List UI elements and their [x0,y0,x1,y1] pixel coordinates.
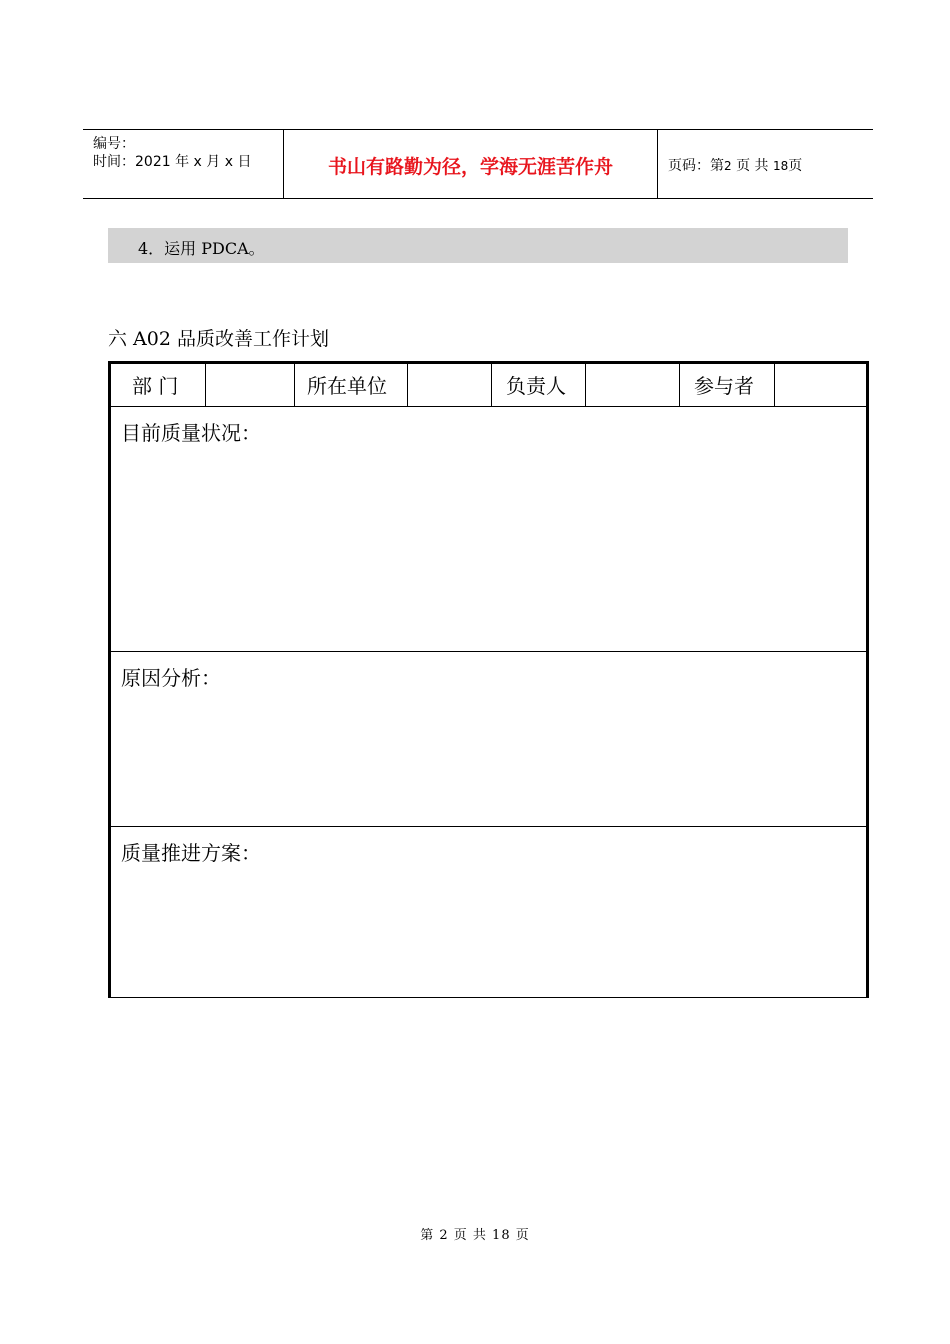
header-page-cell [658,130,873,198]
plan-block[interactable] [111,827,866,997]
status-block[interactable] [111,407,866,652]
status-label: 目前质量状况： [121,421,261,445]
plan-label: 质量推进方案： [121,841,261,865]
motto: 书山有路勤为径，学海无涯苦作舟 [327,156,613,178]
number-label: 编号： [93,136,135,152]
dept-value-cell[interactable] [206,364,295,406]
participants-value-cell[interactable] [775,364,866,406]
dept-label: 部 门 [132,374,179,398]
unit-label: 所在单位 [307,374,387,398]
step-bar [108,228,848,263]
page-code: 页码：第2 页 共 18页 [668,158,803,174]
owner-label: 负责人 [506,374,566,398]
unit-value-cell[interactable] [408,364,492,406]
page-footer: 第 2 页 共 18 页 [420,1228,530,1243]
time-label: 时间：2021 年 x 月 x 日 [93,154,252,170]
improvement-plan-form [108,361,869,998]
cause-block[interactable] [111,652,866,827]
cause-label: 原因分析： [121,666,221,690]
participants-label: 参与者 [694,374,754,398]
owner-label-cell [492,364,586,406]
participants-label-cell [680,364,775,406]
owner-value-cell[interactable] [586,364,680,406]
form-header-row [111,364,866,407]
header-meta-cell [83,130,284,198]
header-motto-cell [284,130,658,198]
page-header [83,129,873,199]
dept-label-cell [111,364,206,406]
step-text: 4．运用 PDCA。 [138,239,265,258]
unit-label-cell [295,364,408,406]
section-title: 六 A02 品质改善工作计划 [108,328,329,350]
